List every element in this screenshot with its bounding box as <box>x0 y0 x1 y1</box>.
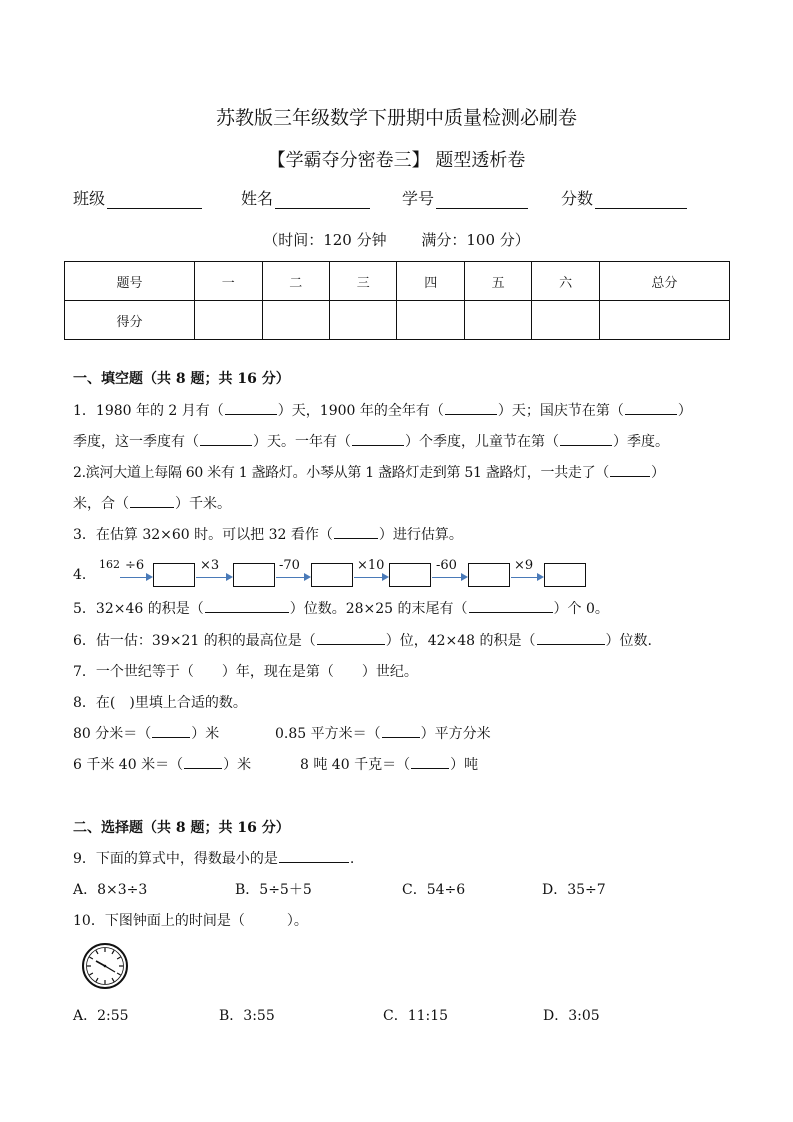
q9-option-a[interactable]: A．8×3÷3 <box>73 882 148 898</box>
score-table-header-row <box>65 262 730 301</box>
score-cell[interactable] <box>262 301 329 340</box>
q1-blank-2[interactable] <box>445 400 497 415</box>
q1-text-a: 1．1980 年的 2 月有（ <box>73 403 224 419</box>
chain-op-2: ×3 <box>200 558 220 573</box>
chain-op-1: ÷6 <box>125 558 145 573</box>
chain-arrowhead-2 <box>226 573 233 581</box>
q5-blank-1[interactable] <box>205 598 289 613</box>
table-header-cell: 三 <box>330 262 397 301</box>
q10-option-a[interactable]: A．2:55 <box>73 1008 129 1024</box>
score-cell[interactable] <box>195 301 262 340</box>
table-row-label: 得分 <box>65 301 195 340</box>
class-label: 班级 <box>73 189 106 208</box>
q1-blank-5[interactable] <box>352 431 404 446</box>
chain-arrowhead-4 <box>382 573 389 581</box>
q1-blank-6[interactable] <box>560 431 612 446</box>
chain-arrowhead-6 <box>537 573 544 581</box>
section2-title: 二、选择题（共 8 题；共 16 分） <box>73 820 290 836</box>
score-blank[interactable] <box>595 191 687 209</box>
q1-blank-1[interactable] <box>225 400 277 415</box>
q6-text-a: 6．估一估：39×21 的积的最高位是（ <box>73 633 316 649</box>
q2-blank-1[interactable] <box>610 462 650 477</box>
clock-icon <box>80 943 130 989</box>
q9-option-d[interactable]: D．35÷7 <box>542 882 606 898</box>
chain-box-2[interactable] <box>233 563 275 587</box>
q1-text-b: ）天，1900 年的全年有（ <box>277 403 444 419</box>
q5-text-b: ）位数。28×25 的末尾有（ <box>289 601 468 617</box>
question-10: 10．下图钟面上的时间是（ ）。 <box>73 913 308 929</box>
score-cell[interactable] <box>532 301 599 340</box>
class-field <box>73 186 202 209</box>
chain-box-3[interactable] <box>311 563 353 587</box>
q1-text-c: ）天；国庆节在第（ <box>497 403 624 419</box>
q2-text-d: ）千米。 <box>175 496 231 512</box>
question-4-label: 4． <box>73 567 96 583</box>
question-8-title: 8．在( )里填上合适的数。 <box>73 695 247 711</box>
q8-text-r1c: 0.85 平方米＝（ <box>275 726 381 742</box>
question-2-line2 <box>73 493 231 513</box>
question-8-row1-right <box>275 723 491 743</box>
q6-blank-2[interactable] <box>537 630 605 645</box>
page-subtitle: 【学霸夺分密卷三】 题型透析卷 <box>267 150 526 171</box>
operation-chain <box>0 558 793 588</box>
q8-blank-4[interactable] <box>411 754 449 769</box>
chain-start-value: 162 <box>99 558 120 571</box>
q10-option-d[interactable]: D．3:05 <box>543 1008 600 1024</box>
q8-text-r2a: 6 千米 40 米＝（ <box>73 757 184 773</box>
q1-text-g: ）个季度，儿童节在第（ <box>405 434 559 450</box>
question-7: 7．一个世纪等于（ ）年，现在是第（ ）世纪。 <box>73 664 418 680</box>
score-table <box>64 261 730 340</box>
table-header-cell: 五 <box>464 262 531 301</box>
student-id-field <box>402 186 528 209</box>
chain-box-6[interactable] <box>544 563 586 587</box>
chain-box-5[interactable] <box>468 563 510 587</box>
q5-blank-2[interactable] <box>469 598 553 613</box>
q2-text-c: 米，合（ <box>73 496 129 512</box>
time-info: （时间：120 分钟 满分：100 分） <box>263 231 530 249</box>
q9-option-b[interactable]: B．5÷5＋5 <box>235 882 312 898</box>
chain-arrowhead-5 <box>461 573 468 581</box>
chain-arrow-5 <box>432 577 461 578</box>
q2-text-a: 2.滨河大道上每隔 60 米有 1 盏路灯。小琴从第 1 盏路灯走到第 51 盏路灯，一共走了（ <box>73 465 610 481</box>
q10-option-c[interactable]: C．11:15 <box>383 1008 449 1024</box>
q8-text-r1a: 80 分米＝（ <box>73 726 152 742</box>
score-table-row <box>65 301 730 340</box>
q6-text-c: ）位数. <box>605 633 652 649</box>
q8-text-r2c: 8 吨 40 千克＝（ <box>300 757 411 773</box>
q8-blank-3[interactable] <box>184 754 222 769</box>
student-id-blank[interactable] <box>436 191 528 209</box>
q3-blank[interactable] <box>334 524 378 539</box>
q2-text-b: ） <box>651 465 665 481</box>
chain-box-1[interactable] <box>153 563 195 587</box>
q9-option-c[interactable]: C．54÷6 <box>402 882 466 898</box>
q1-text-h: ）季度。 <box>613 434 669 450</box>
chain-box-4[interactable] <box>389 563 431 587</box>
score-field <box>561 186 687 209</box>
chain-op-5: -60 <box>436 558 457 573</box>
chain-arrow-3 <box>276 577 304 578</box>
q6-text-b: ）位，42×48 的积是（ <box>385 633 536 649</box>
chain-op-3: -70 <box>279 558 300 573</box>
q5-text-a: 5．32×46 的积是（ <box>73 601 204 617</box>
q6-blank-1[interactable] <box>317 630 385 645</box>
chain-op-4: ×10 <box>357 558 385 573</box>
q8-text-r1d: ）平方分米 <box>420 726 491 742</box>
name-blank[interactable] <box>275 191 370 209</box>
question-9 <box>73 848 354 868</box>
question-5 <box>73 598 609 618</box>
q1-text-d: ） <box>677 403 692 419</box>
q8-blank-2[interactable] <box>382 723 420 738</box>
q8-text-r2d: ）吨 <box>450 757 479 773</box>
table-header-cell: 六 <box>532 262 599 301</box>
page-title: 苏教版三年级数学下册期中质量检测必刷卷 <box>215 107 577 129</box>
score-cell[interactable] <box>464 301 531 340</box>
chain-arrow-1 <box>120 577 146 578</box>
name-field <box>241 186 370 209</box>
chain-arrowhead-1 <box>146 573 153 581</box>
table-header-cell: 题号 <box>65 262 195 301</box>
score-cell[interactable] <box>330 301 397 340</box>
q8-blank-1[interactable] <box>152 723 190 738</box>
q10-option-b[interactable]: B．3:55 <box>219 1008 275 1024</box>
score-label: 分数 <box>561 189 594 208</box>
table-header-cell: 总分 <box>599 262 729 301</box>
q5-text-c: ）个 0。 <box>553 601 609 617</box>
table-header-cell: 一 <box>195 262 262 301</box>
table-header-cell: 二 <box>262 262 329 301</box>
score-cell[interactable] <box>397 301 464 340</box>
question-1-line1 <box>73 400 692 420</box>
chain-arrow-2 <box>196 577 226 578</box>
question-2-line1 <box>73 462 665 482</box>
q9-text-b: . <box>349 851 355 867</box>
q9-blank[interactable] <box>279 848 349 863</box>
q8-text-r2b: ）米 <box>223 757 252 773</box>
question-6 <box>73 630 652 650</box>
chain-arrow-4 <box>354 577 382 578</box>
q1-blank-3[interactable] <box>625 400 677 415</box>
question-8-row2-left <box>73 754 251 774</box>
question-8-row2-right <box>300 754 478 774</box>
student-id-label: 学号 <box>402 189 435 208</box>
chain-op-6: ×9 <box>514 558 534 573</box>
q1-text-f: ）天。一年有（ <box>253 434 351 450</box>
question-3 <box>73 524 463 544</box>
name-label: 姓名 <box>241 189 274 208</box>
class-blank[interactable] <box>107 191 202 209</box>
score-cell[interactable] <box>599 301 729 340</box>
q3-text-b: ）进行估算。 <box>378 527 463 543</box>
table-header-cell: 四 <box>397 262 464 301</box>
q8-text-r1b: ）米 <box>191 726 220 742</box>
section1-title: 一、填空题（共 8 题；共 16 分） <box>73 371 290 387</box>
q1-blank-4[interactable] <box>200 431 252 446</box>
q2-blank-2[interactable] <box>130 493 174 508</box>
chain-arrow-6 <box>511 577 537 578</box>
q3-text-a: 3．在估算 32×60 时。可以把 32 看作（ <box>73 527 333 543</box>
question-8-row1-left <box>73 723 219 743</box>
question-1-line2 <box>73 431 669 451</box>
q1-text-e: 季度，这一季度有（ <box>73 434 199 450</box>
chain-arrowhead-3 <box>304 573 311 581</box>
q9-text-a: 9．下面的算式中，得数最小的是 <box>73 851 278 867</box>
